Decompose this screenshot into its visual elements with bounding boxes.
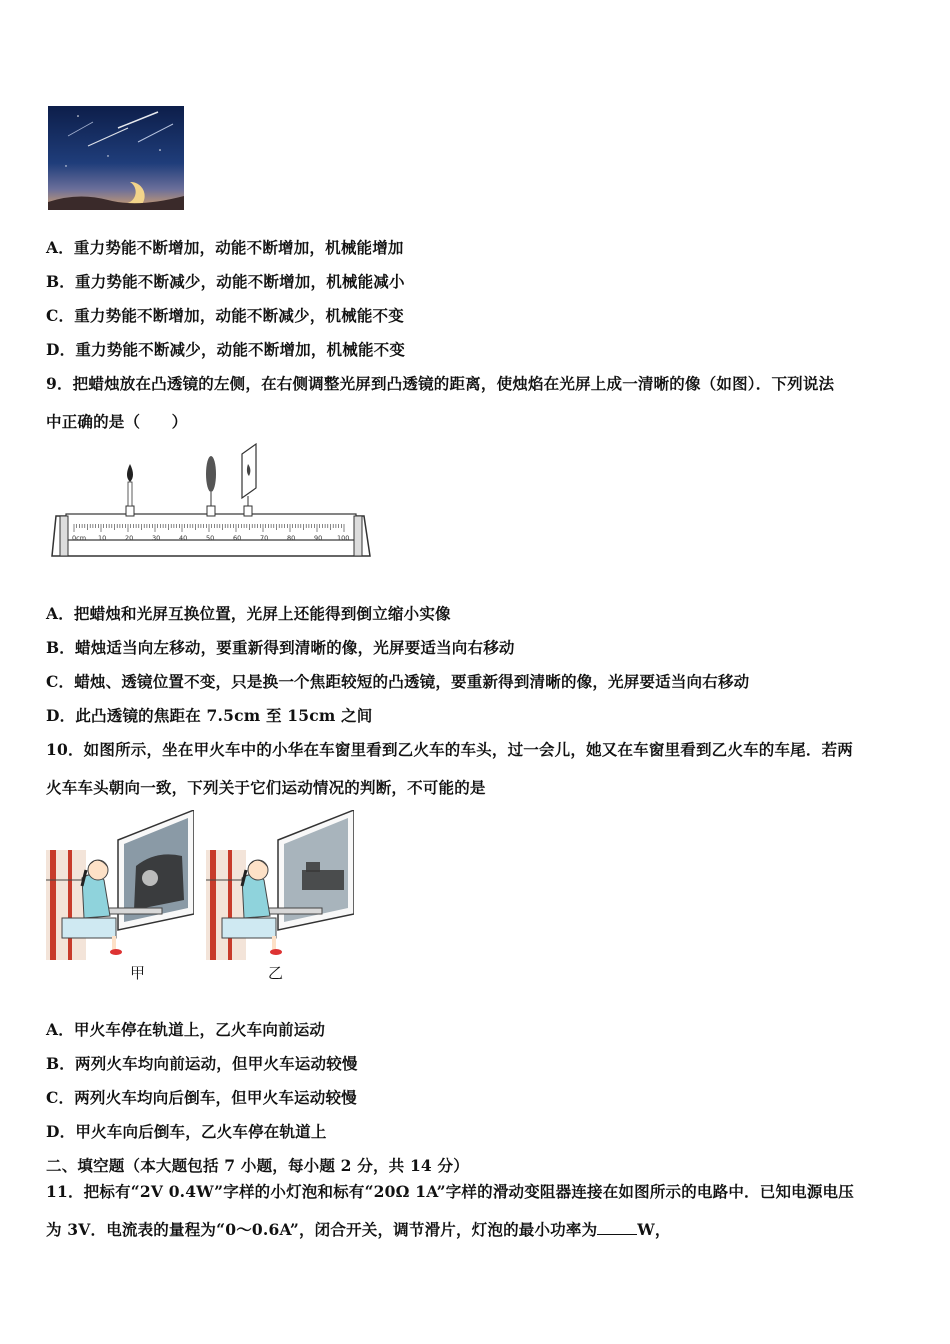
ruler-label-50: 50: [206, 534, 215, 542]
q8-option-c: C．重力势能不断增加，动能不断减少，机械能不变: [46, 306, 404, 325]
ruler-label-0: 0cm: [72, 534, 87, 542]
ruler-label-80: 80: [287, 534, 296, 542]
q9-option-c: C．蜡烛、透镜位置不变，只是换一个焦距较短的凸透镜，要重新得到清晰的像，光屏要适当向右移动: [46, 672, 750, 691]
q10-stem-line2: 火车车头朝向一致，下列关于它们运动情况的判断，不可能的是: [46, 778, 486, 797]
q11-stem-line2: [46, 1218, 671, 1240]
ruler-label-100: 100: [337, 534, 350, 542]
ruler-label-10: 10: [98, 534, 107, 542]
q11-stem-unit: W，: [637, 1220, 671, 1239]
q9-stem-line1: 9．把蜡烛放在凸透镜的左侧，在右侧调整光屏到凸透镜的距离，使烛焰在光屏上成一清晰的像（如图）．下列说法: [46, 374, 835, 393]
ruler-label-20: 20: [125, 534, 134, 542]
ruler-label-90: 90: [314, 534, 323, 542]
train-window-figure-yi: [206, 810, 354, 962]
ruler-label-70: 70: [260, 534, 269, 542]
q10-option-d: D．甲火车向后倒车，乙火车停在轨道上: [46, 1122, 327, 1141]
section-heading: 二、填空题（本大题包括 7 小题，每小题 2 分，共 14 分）: [46, 1156, 469, 1175]
q10-option-c: C．两列火车均向后倒车，但甲火车运动较慢: [46, 1088, 357, 1107]
candle-icon: [126, 464, 134, 516]
q8-option-b: B．重力势能不断减少，动能不断增加，机械能减小: [46, 272, 405, 291]
caption-jia: 甲: [130, 964, 146, 982]
q11-stem-line1: 11．把标有“2V 0.4W”字样的小灯泡和标有“20Ω 1A”字样的滑动变阻器连接在如图所示的电路中．已知电源电压: [46, 1182, 854, 1201]
caption-yi: 乙: [268, 964, 284, 982]
ruler-label-30: 30: [152, 534, 161, 542]
q9-option-a: A．把蜡烛和光屏互换位置，光屏上还能得到倒立缩小实像: [46, 604, 451, 623]
q9-stem-line2: 中正确的是（ ）: [46, 412, 188, 431]
answer-blank[interactable]: [597, 1222, 637, 1235]
q10-option-a: A．甲火车停在轨道上，乙火车向前运动: [46, 1020, 326, 1039]
meteor-night-sky-image: [48, 106, 184, 210]
q8-option-d: D．重力势能不断减少，动能不断增加，机械能不变: [46, 340, 406, 359]
convex-lens-icon: [206, 456, 216, 516]
q10-stem-line1: 10．如图所示，坐在甲火车中的小华在车窗里看到乙火车的车头，过一会儿，她又在车窗里看到乙火车的车尾．若两: [46, 740, 853, 759]
ruler-label-40: 40: [179, 534, 188, 542]
q9-option-d: D．此凸透镜的焦距在 7.5cm 至 15cm 之间: [46, 706, 373, 725]
q10-option-b: B．两列火车均向前运动，但甲火车运动较慢: [46, 1054, 358, 1073]
q11-stem-text: 为 3V．电流表的量程为“0～0.6A”，闭合开关，调节滑片，灯泡的最小功率为: [46, 1220, 598, 1239]
q8-option-a: A．重力势能不断增加，动能不断增加，机械能增加: [46, 238, 404, 257]
light-screen-icon: [242, 444, 256, 516]
train-window-figure-jia: [46, 810, 194, 962]
q9-option-b: B．蜡烛适当向左移动，要重新得到清晰的像，光屏要适当向右移动: [46, 638, 515, 657]
optical-bench-figure: [46, 440, 376, 564]
ruler-label-60: 60: [233, 534, 242, 542]
